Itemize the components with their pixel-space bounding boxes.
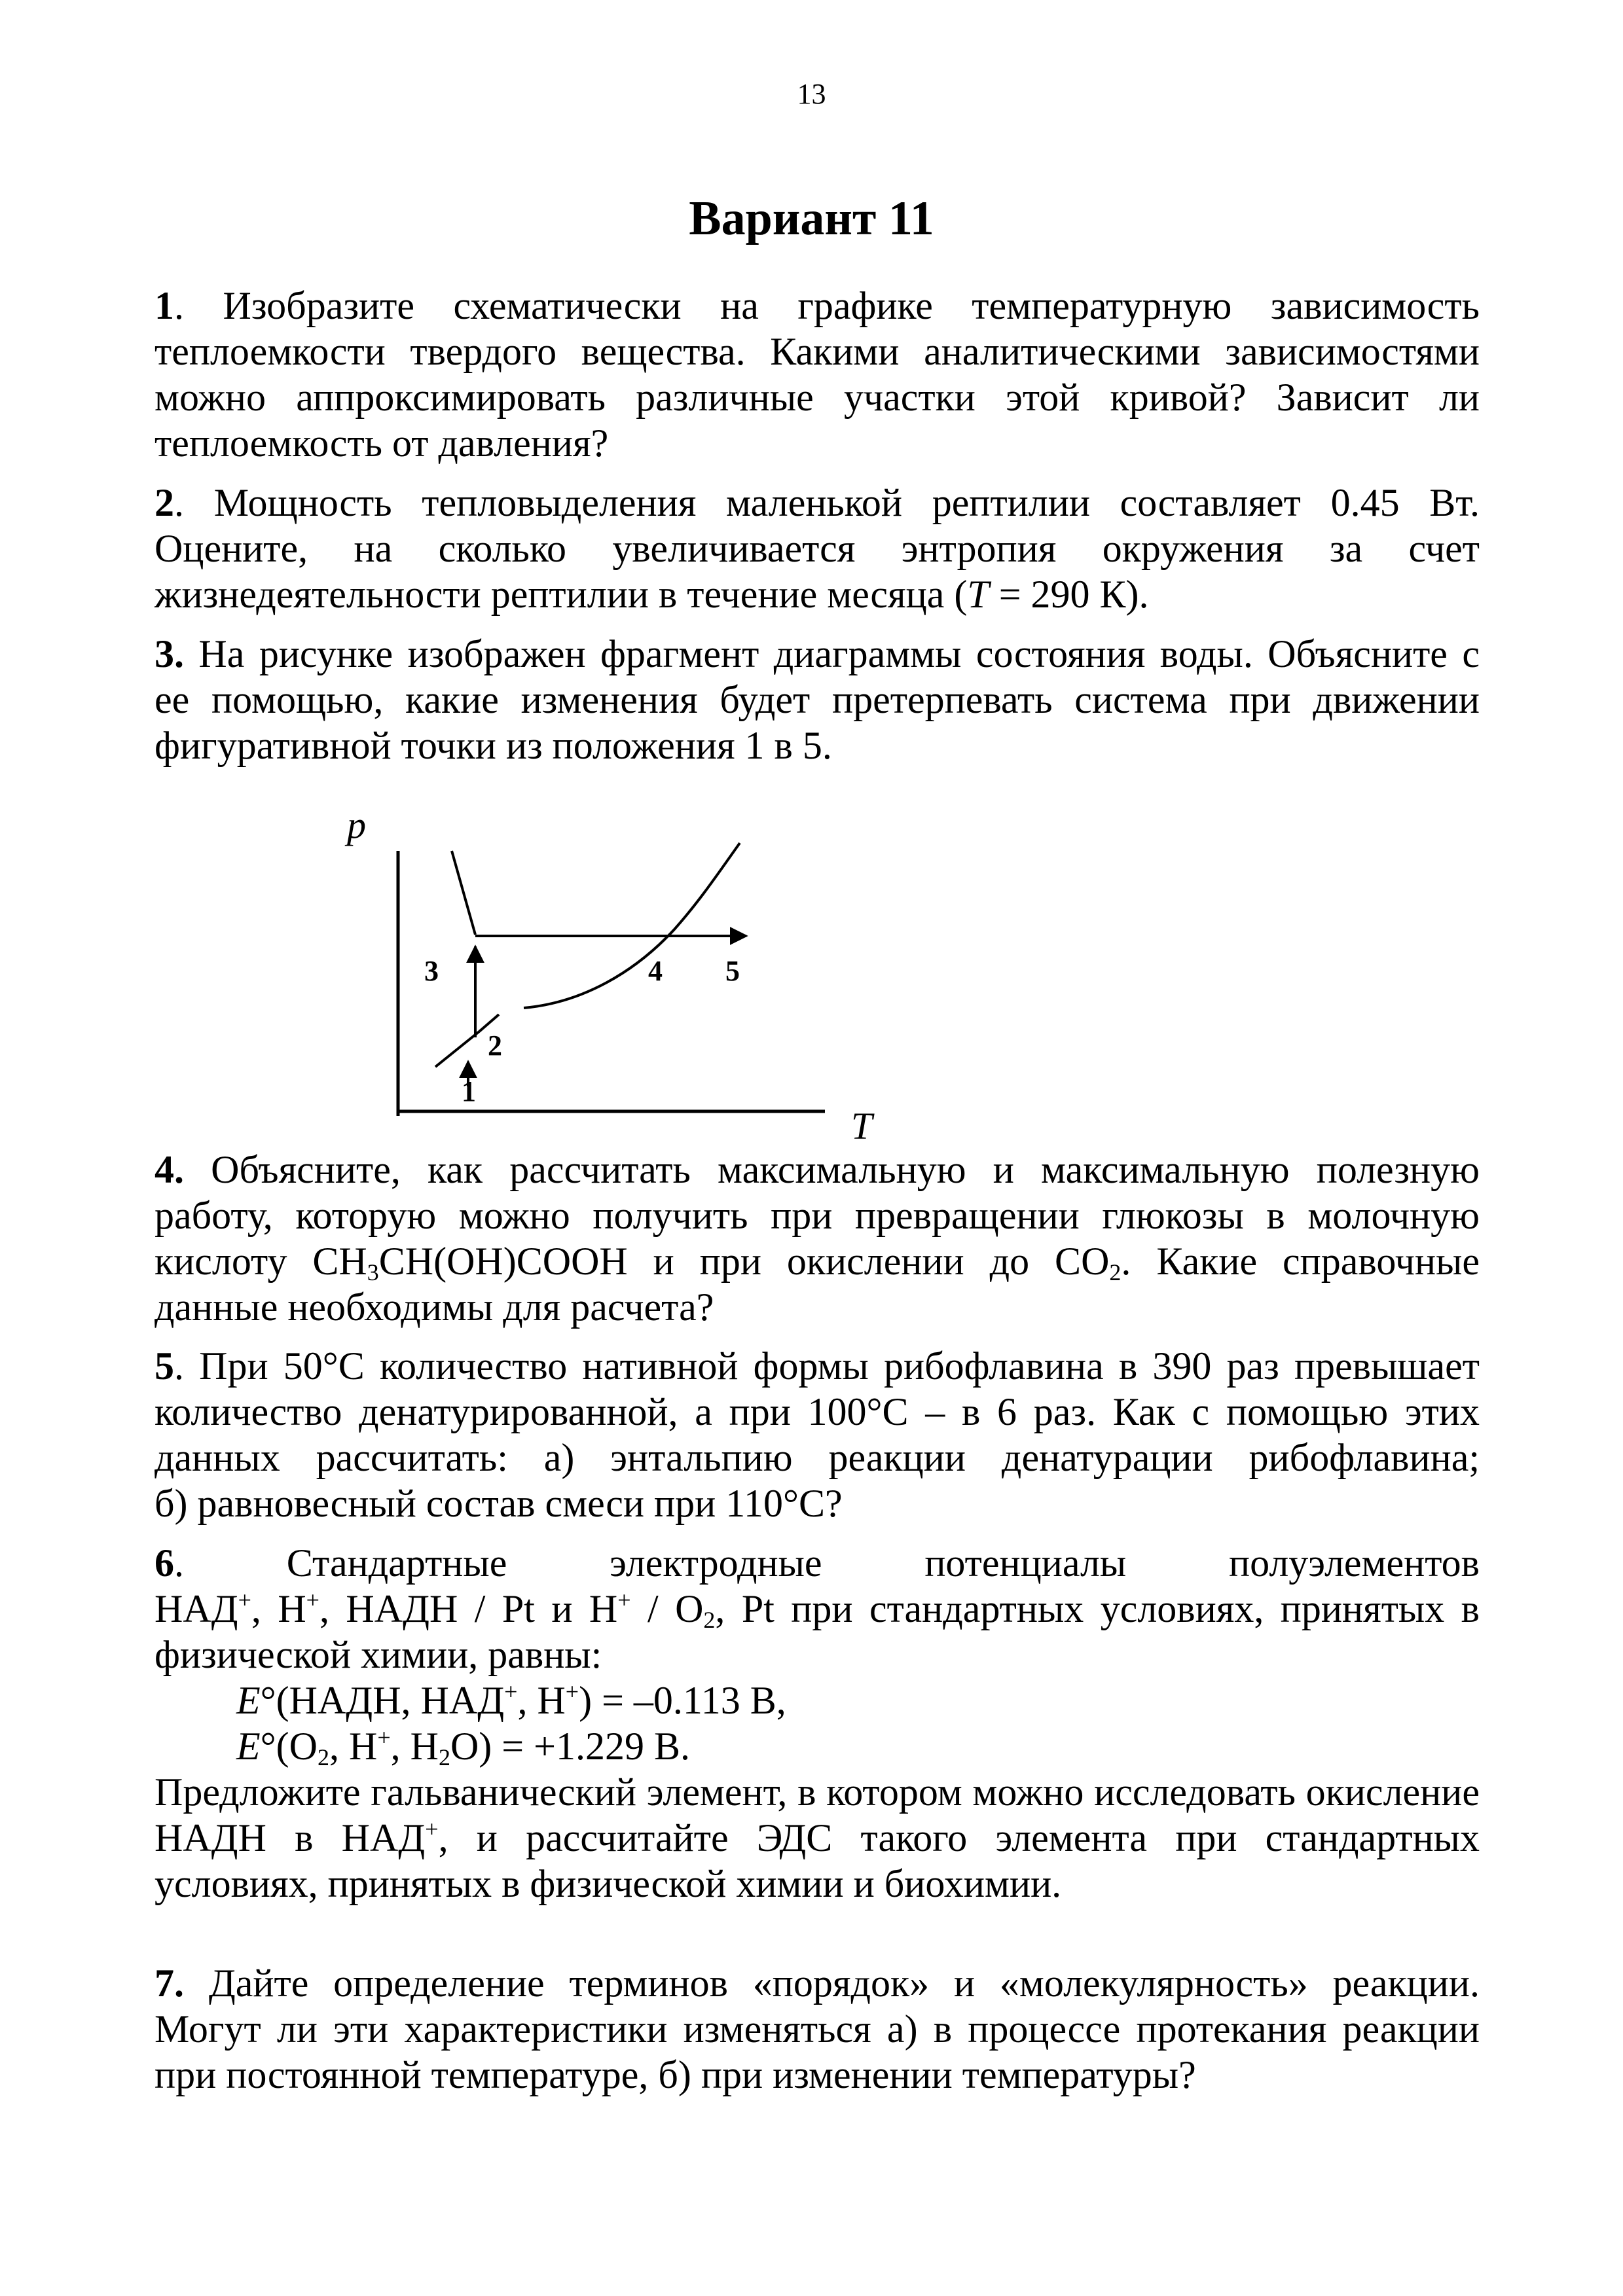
question-7-text: Дайте определение терминов «порядок» и «молекулярность» реакции. Могут ли эти характеристики изменяться а) в процессе протекания реакции при постоянной температуре, б) при изменении температуры? bbox=[155, 1962, 1480, 2096]
point-label-5: 5 bbox=[725, 955, 740, 987]
phase-diagram bbox=[327, 798, 917, 1165]
point-label-3-visible: 3 bbox=[424, 955, 439, 987]
question-5-text: . При 50°С количество нативной формы рибофлавина в 390 раз превышает количество денатурированной, а при 100°С – в 6 раз. Как с помощью этих данных рассчитать: а) энтальпию реакции денатурации рибофлавина; bbox=[155, 1344, 1480, 1479]
temperature-symbol: T bbox=[967, 573, 989, 616]
page-title: Вариант 11 bbox=[689, 192, 934, 245]
point-label-2: 2 bbox=[488, 1030, 502, 1062]
question-6-line2-end: , Pt при стандартных условиях, принятых в физической химии, равны: bbox=[155, 1587, 1480, 1676]
question-7 bbox=[155, 1960, 1480, 2098]
question-4 bbox=[155, 1147, 1480, 1330]
o2-text: / O bbox=[630, 1587, 704, 1630]
question-6-tail: Предложите гальванический элемент, в котором можно исследовать окисление НАДН в НАД bbox=[155, 1770, 1480, 1859]
question-6-tail-end: , и рассчитайте ЭДС такого элемента при стандартных условиях, принятых в физической химии и биохимии. bbox=[155, 1816, 1480, 1905]
point-label-1: 1 bbox=[462, 1075, 476, 1107]
superscript-plus: + bbox=[425, 1816, 439, 1842]
melting-curve bbox=[452, 851, 475, 935]
sublimation-curve bbox=[435, 1031, 479, 1067]
subscript-3: 3 bbox=[367, 1259, 379, 1285]
potential-symbol: E bbox=[236, 1679, 261, 1722]
question-3 bbox=[155, 631, 1480, 768]
subscript-2: 2 bbox=[438, 1744, 450, 1770]
equation-1-part: °(НАДН, НАД bbox=[260, 1679, 505, 1722]
boiling-curve bbox=[524, 843, 740, 1008]
superscript-plus: + bbox=[238, 1587, 251, 1613]
superscript-plus: + bbox=[306, 1587, 319, 1613]
question-2 bbox=[155, 480, 1480, 617]
question-6 bbox=[155, 1540, 1480, 1907]
question-5-text-b: б) равновесный состав смеси при 110°С? bbox=[155, 1482, 843, 1525]
h-text: , Н bbox=[251, 1587, 306, 1630]
question-5 bbox=[155, 1343, 1480, 1526]
question-1 bbox=[155, 283, 1480, 466]
subscript-2: 2 bbox=[317, 1744, 329, 1770]
equation-2-part: , Н bbox=[329, 1725, 378, 1768]
potential-symbol: E bbox=[236, 1725, 261, 1768]
question-7-number: 7. bbox=[155, 1962, 184, 2005]
equation-2-part: °(O bbox=[260, 1725, 318, 1768]
point-label-4: 4 bbox=[648, 955, 663, 987]
question-1-text: . Изобразите схематически на графике температурную зависимость теплоемкости твердого вещества. Какими аналитическими зависимостями можно аппроксимировать различные участки этой кривой? Зависит ли теплоемкость от давления? bbox=[155, 284, 1480, 465]
question-6-number: 6 bbox=[155, 1541, 174, 1585]
subscript-2: 2 bbox=[1109, 1259, 1122, 1285]
question-5-number: 5 bbox=[155, 1344, 174, 1388]
superscript-plus: + bbox=[504, 1678, 518, 1705]
nad-text: НАД bbox=[155, 1587, 238, 1630]
question-4-text-c: . Какие справочные данные необходимы для расчета? bbox=[155, 1240, 1480, 1329]
equation-2-value: O) = +1.229 В. bbox=[450, 1725, 690, 1768]
equation-1-value: ) = –0.113 В, bbox=[579, 1679, 786, 1722]
question-2-number: 2 bbox=[155, 481, 174, 524]
superscript-plus: + bbox=[617, 1587, 631, 1613]
x-axis-label: T bbox=[851, 1105, 873, 1147]
equation-1-part: , Н bbox=[517, 1679, 566, 1722]
superscript-plus: + bbox=[377, 1724, 391, 1751]
subscript-2: 2 bbox=[703, 1607, 716, 1633]
question-4-number: 4. bbox=[155, 1148, 184, 1191]
question-4-text: Объясните, как рассчитать максимальную и максимальную полезную работу, которую можно получить при превращении глюкозы в молочную кислоту CH bbox=[155, 1148, 1480, 1283]
equation-2 bbox=[155, 1723, 1480, 1769]
question-3-number: 3. bbox=[155, 632, 184, 675]
question-2-text-end: = 290 К). bbox=[989, 573, 1149, 616]
question-2-text: . Мощность тепловыделения маленькой рептилии составляет 0.45 Вт. Оцените, на сколько увеличивается энтропия окружения за счет жизнедеятельности рептилии в течение месяца ( bbox=[155, 481, 1480, 616]
superscript-plus: + bbox=[565, 1678, 579, 1705]
question-6-line1: . Стандартные электродные потенциалы полуэлементов bbox=[174, 1541, 1480, 1585]
question-4-text-b: CH(OH)COOH и при окислении до CO bbox=[378, 1240, 1110, 1283]
y-axis-label: p bbox=[347, 804, 366, 846]
question-3-text: На рисунке изображен фрагмент диаграммы состояния воды. Объясните с ее помощью, какие изменения будет претерпевать система при движении фигуративной точки из положения 1 в 5. bbox=[155, 632, 1480, 767]
page-number: 13 bbox=[797, 78, 826, 110]
nadh-pt-text: , НАДН / Pt и Н bbox=[319, 1587, 618, 1630]
question-1-number: 1 bbox=[155, 284, 174, 327]
equation-1 bbox=[155, 1677, 1480, 1723]
equation-2-part: , Н bbox=[390, 1725, 439, 1768]
